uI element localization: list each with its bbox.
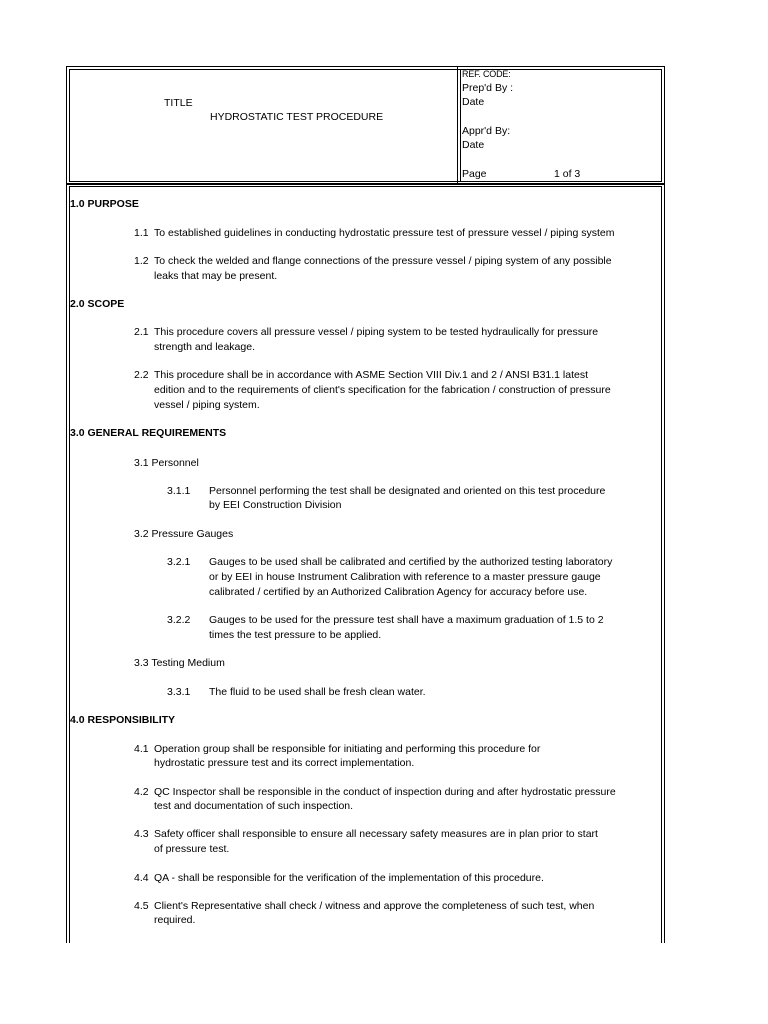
item-text: strength and leakage. bbox=[154, 341, 255, 353]
item-text: Gauges to be used for the pressure test shall have a maximum graduation of 1.5 to 2 bbox=[209, 614, 604, 626]
item-text: The fluid to be used shall be fresh clean water. bbox=[209, 686, 426, 698]
item-number: 2.1 bbox=[134, 326, 149, 338]
prepared-by-label: Prep'd By : bbox=[462, 82, 514, 94]
page-number: 1 of 3 bbox=[554, 168, 581, 180]
item-text: times the test pressure to be applied. bbox=[209, 629, 382, 641]
item-number: 3.2.1 bbox=[167, 556, 191, 568]
item-text: To check the welded and flange connections of the pressure vessel / piping system of any possible bbox=[154, 255, 612, 267]
item-number: 3.3.1 bbox=[167, 686, 191, 698]
item-text: required. bbox=[154, 914, 196, 926]
item-text: of pressure test. bbox=[154, 843, 230, 855]
header-divider bbox=[457, 66, 458, 185]
item-text: edition and to the requirements of client's specification for the fabrication / construction of pressure bbox=[154, 384, 611, 396]
item-number: 4.2 bbox=[134, 786, 149, 798]
prepared-date-label: Date bbox=[462, 96, 485, 108]
item-text: Gauges to be used shall be calibrated and certified by the authorized testing laboratory bbox=[209, 556, 613, 568]
item-number: 4.4 bbox=[134, 872, 149, 884]
header-divider-inner bbox=[460, 69, 461, 182]
item-text: by EEI Construction Division bbox=[209, 499, 342, 511]
item-text: leaks that may be present. bbox=[154, 270, 278, 282]
item-text: or by EEI in house Instrument Calibration with reference to a master pressure gauge bbox=[209, 571, 601, 583]
item-text: hydrostatic pressure test and its correct implementation. bbox=[154, 757, 415, 769]
section-heading-general-requirements: 3.0 GENERAL REQUIREMENTS bbox=[70, 427, 227, 439]
item-number: 3.2.2 bbox=[167, 614, 191, 626]
item-text: This procedure covers all pressure vessel / piping system to be tested hydraulically for pressure bbox=[154, 326, 599, 338]
section-heading-responsibility: 4.0 RESPONSIBILITY bbox=[70, 714, 176, 726]
subsection-testing-medium: 3.3 Testing Medium bbox=[134, 657, 225, 669]
item-number: 4.5 bbox=[134, 900, 149, 912]
item-number: 4.1 bbox=[134, 743, 149, 755]
item-number: 1.1 bbox=[134, 227, 149, 239]
page-label: Page bbox=[462, 168, 487, 180]
header-box-inner bbox=[69, 69, 662, 182]
item-text: QA - shall be responsible for the verification of the implementation of this procedure. bbox=[154, 872, 544, 884]
item-number: 1.2 bbox=[134, 255, 149, 267]
item-text: Operation group shall be responsible for initiating and performing this procedure for bbox=[154, 743, 541, 755]
ref-code-label: REF. CODE: bbox=[462, 69, 511, 79]
subsection-pressure-gauges: 3.2 Pressure Gauges bbox=[134, 528, 234, 540]
item-text: Safety officer shall responsible to ensure all necessary safety measures are in plan prior to start bbox=[154, 828, 598, 840]
item-number: 3.1.1 bbox=[167, 485, 191, 497]
approved-date-label: Date bbox=[462, 139, 485, 151]
item-number: 2.2 bbox=[134, 369, 149, 381]
item-text: QC Inspector shall be responsible in the conduct of inspection during and after hydrostatic pressure bbox=[154, 786, 616, 798]
section-heading-purpose: 1.0 PURPOSE bbox=[70, 198, 139, 210]
section-heading-scope: 2.0 SCOPE bbox=[70, 298, 125, 310]
item-text: This procedure shall be in accordance with ASME Section VIII Div.1 and 2 / ANSI B31.1 latest bbox=[154, 369, 589, 381]
item-text: Client's Representative shall check / witness and approve the completeness of such test, when bbox=[154, 900, 595, 912]
subsection-personnel: 3.1 Personnel bbox=[134, 457, 199, 469]
item-text: calibrated / certified by an Authorized Calibration Agency for accuracy before use. bbox=[209, 586, 588, 598]
item-text: test and documentation of such inspection. bbox=[154, 800, 354, 812]
approved-by-label: Appr'd By: bbox=[462, 125, 511, 137]
item-text: vessel / piping system. bbox=[154, 399, 260, 411]
item-text: To established guidelines in conducting hydrostatic pressure test of pressure vessel / piping system bbox=[154, 227, 615, 239]
title-label: TITLE bbox=[164, 97, 193, 109]
document-title: HYDROSTATIC TEST PROCEDURE bbox=[210, 111, 384, 123]
item-number: 4.3 bbox=[134, 828, 149, 840]
item-text: Personnel performing the test shall be designated and oriented on this test procedure bbox=[209, 485, 606, 497]
